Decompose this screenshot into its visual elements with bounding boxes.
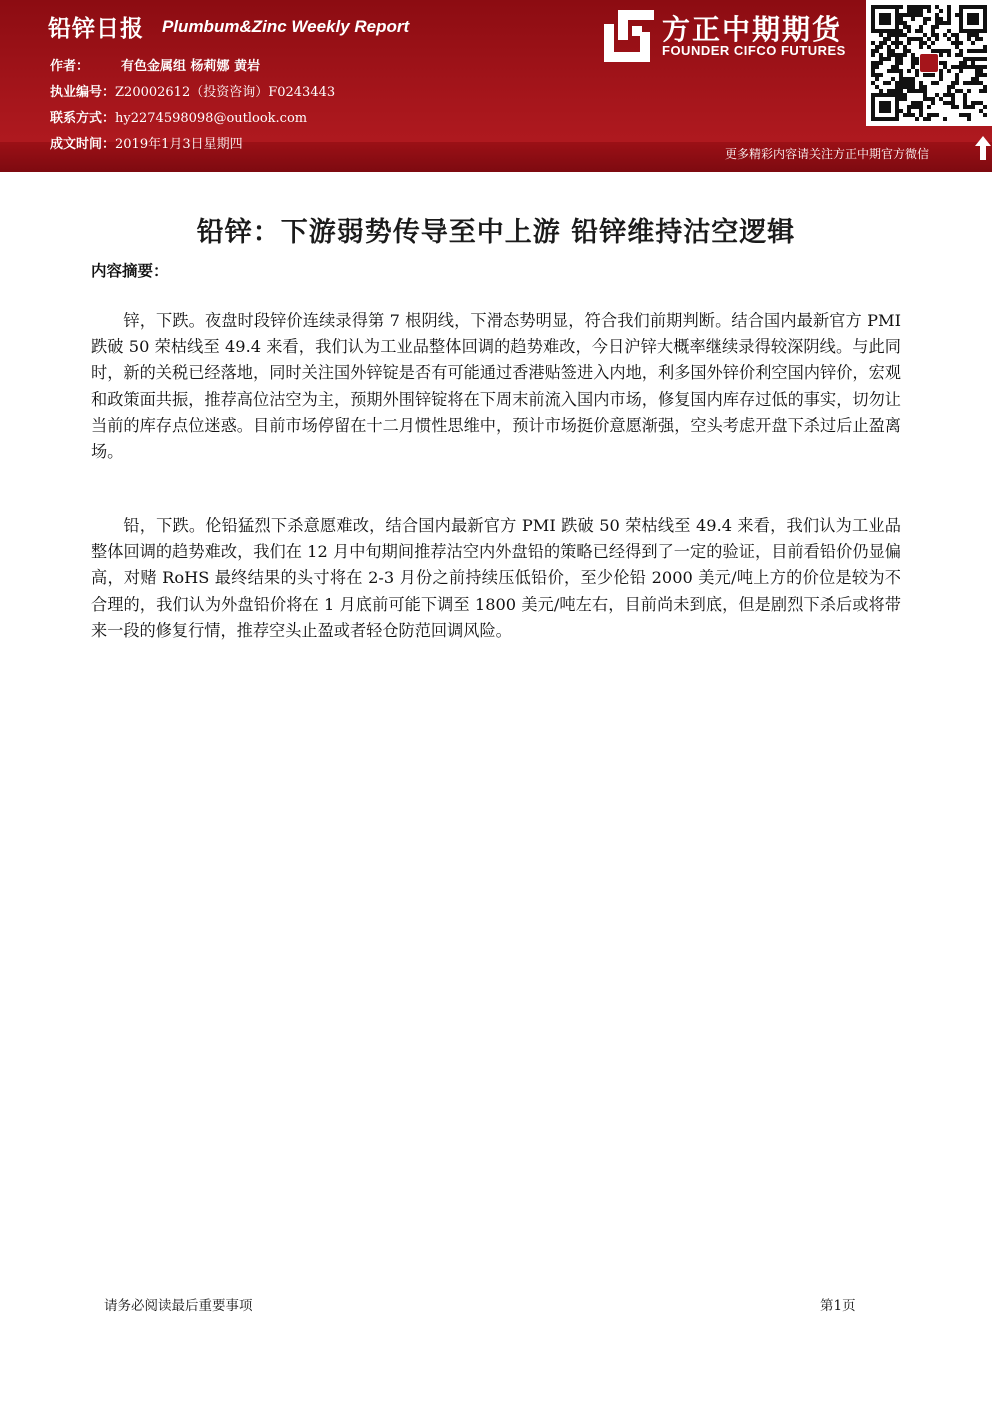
- page-number: 第1页: [820, 1298, 856, 1314]
- founder-logo-icon: [604, 10, 654, 62]
- license-label: 执业编号：: [50, 85, 116, 100]
- author-row: [50, 55, 260, 74]
- author-value: 有色金属组 杨莉娜 黄岩: [121, 59, 261, 74]
- wechat-qr-code: [866, 0, 992, 126]
- date-value: 2019年1月3日星期四: [115, 137, 243, 152]
- company-logo: [604, 8, 864, 64]
- date-label: 成文时间：: [50, 137, 116, 152]
- footer-notice: 请务必阅读最后重要事项: [104, 1298, 253, 1314]
- zinc-paragraph: 锌，下跌。夜盘时段锌价连续录得第 7 根阴线，下滑态势明显，符合我们前期判断。结合国内最新官方 PMI 跌破 50 荣枯线至 49.4 来看，我们认为工业品整体回调的趋势难改，今日沪锌大概率继续录得较深阴线。与此同时，新的关税已经落地，同时关注国外锌锭是否有可能通过香港贴签进入内地，利多国外锌价利空国内锌价，宏观和政策面共振，推荐高位沽空为主，预期外围锌锭将在下周末前流入国内市场，修复国内库存过低的事实，切勿让当前的库存点位迷惑。目前市场停留在十二月惯性思维中，预计市场挺价意愿渐强，空头考虑开盘下杀过后止盈离场。: [91, 311, 901, 462]
- qr-code-icon: [866, 0, 992, 126]
- arrow-up-icon: [974, 134, 992, 162]
- contact-label: 联系方式：: [50, 111, 116, 126]
- license-value: Z20002612（投资咨询）F0243443: [115, 85, 336, 100]
- report-name: 铅锌日报: [48, 16, 144, 42]
- document-title: 铅锌：下游弱势传导至中上游 铅锌维持沽空逻辑: [196, 217, 796, 248]
- logo-en-text: FOUNDER CIFCO FUTURES: [662, 43, 846, 58]
- report-header: [0, 0, 992, 172]
- wechat-follow-note: 更多精彩内容请关注方正中期官方微信: [725, 147, 930, 161]
- report-name-en: Plumbum&Zinc Weekly Report: [162, 17, 410, 36]
- contact-email-link[interactable]: hy2274598098@outlook.com: [115, 111, 308, 126]
- author-label: 作者：: [50, 59, 90, 74]
- contact-row: [50, 107, 307, 126]
- date-row: [50, 133, 243, 152]
- summary-heading: 内容摘要：: [91, 261, 169, 280]
- license-row: [50, 81, 335, 100]
- logo-cn-text: 方正中期期货: [662, 13, 843, 46]
- lead-paragraph: 铅，下跌。伦铅猛烈下杀意愿难改，结合国内最新官方 PMI 跌破 50 荣枯线至 49.4 来看，我们认为工业品整体回调的趋势难改，我们在 12 月中旬期间推荐沽空内外盘铅的策略已经得到了一定的验证，目前看铅价仍显偏高，对赌 RoHS 最终结果的头寸将在 2-3 月份之前持续压低铅价，至少伦铅 2000 美元/吨上方的价位是较为不合理的，我们认为外盘铅价将在 1 月底前可能下调至 1800 美元/吨左右，目前尚未到底，但是剧烈下杀后或将带来一段的修复行情，推荐空头止盈或者轻仓防范回调风险。: [91, 516, 901, 640]
